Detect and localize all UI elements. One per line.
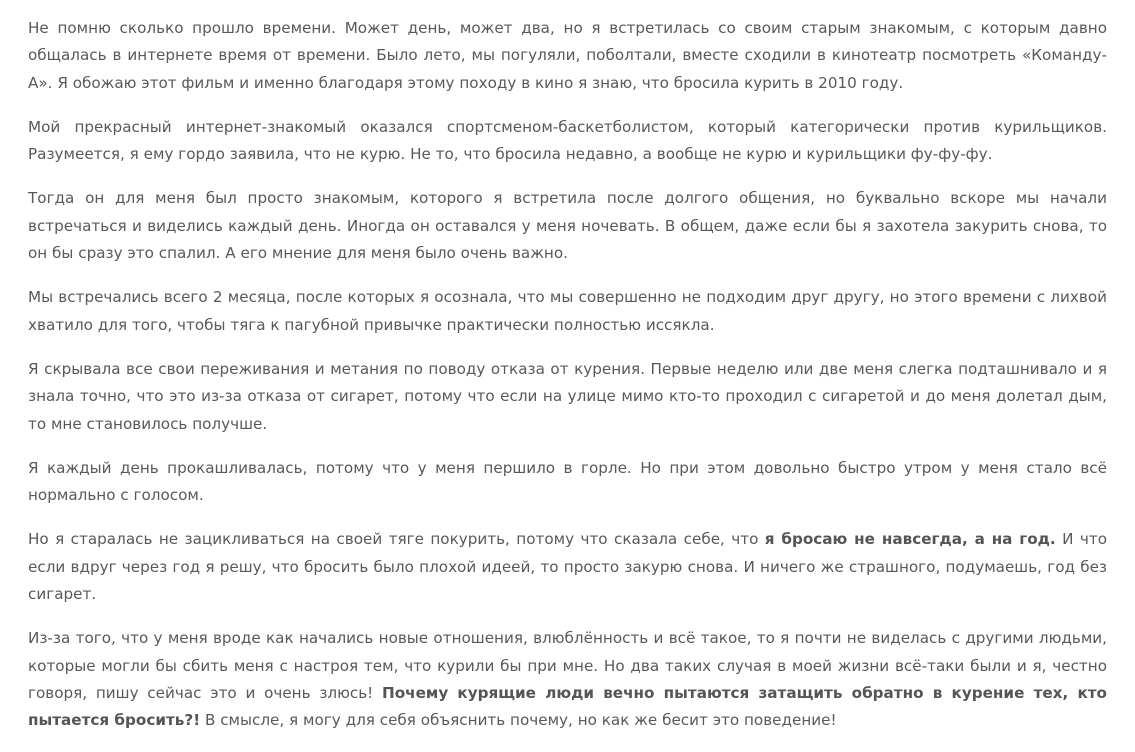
paragraph-text: Мой прекрасный интернет-знакомый оказался спортсменом-баскетболистом, который категорически против курильщиков. Разумеется, я ему гордо заявила, что не курю. Не то, что бросила недавно, а вообще не курю и курильщики фу-фу-фу. — [28, 117, 1107, 164]
paragraph-text: Из-за того, что у меня вроде как начались новые отношения, влюблённость и всё такое, то я почти не виделась с другими людьми, которые могли бы сбить меня с настроя тем, что курили бы при мне. Но два таких случая в моей жизни всё-таки были и я, честно говоря, пишу сейчас это и очень злюсь! — [28, 629, 1107, 702]
paragraph-5 — [28, 356, 1107, 438]
paragraph-text: Тогда он для меня был просто знакомым, которого я встретила после долгого общения, но буквально вскоре мы начали встречаться и виделись каждый день. Иногда он оставался у меня ночевать. В общем, даже если бы я захотела закурить снова, то он бы сразу это спалил. А его мнение для меня было очень важно. — [28, 189, 1107, 263]
paragraph-2 — [28, 114, 1107, 169]
paragraph-text: Я каждый день прокашливалась, потому что у меня першило в горле. Но при этом довольно быстро утром у меня стало всё нормально с голосом. — [28, 458, 1107, 505]
paragraph-text: Но я старалась не зацикливаться на своей тяге покурить, потому что сказала себе, что — [28, 530, 765, 549]
paragraph-3 — [28, 185, 1107, 267]
paragraph-4 — [28, 284, 1107, 339]
paragraph-text: И что если вдруг через год я решу, что бросить было плохой идеей, то просто закурю снова. И ничего же страшного, подумаешь, год без сигарет. — [28, 530, 1107, 604]
paragraph-8 — [28, 625, 1107, 734]
paragraph-7 — [28, 526, 1107, 608]
paragraph-text: В смысле, я могу для себя объяснить почему, но как же бесит это поведение! — [200, 711, 837, 730]
emphasis-text: я бросаю не навсегда, а на год. — [764, 530, 1056, 549]
paragraph-1 — [28, 15, 1107, 97]
paragraph-text: Не помню сколько прошло времени. Может день, может два, но я встретилась со своим старым знакомым, с которым давно общалась в интернете время от времени. Было лето, мы погуляли, поболтали, вместе сходили в кинотеатр посмотреть «Команду-А». Я обожаю этот фильм и именно благодаря этому походу в кино я знаю, что бросила курить в 2010 году. — [28, 19, 1107, 92]
paragraph-6 — [28, 455, 1107, 510]
paragraph-text: Мы встречались всего 2 месяца, после которых я осознала, что мы совершенно не подходим друг другу, но этого времени с лихвой хватило для того, чтобы тяга к пагубной привычке практически полностью иссякла. — [28, 288, 1107, 334]
emphasis-text: Почему курящие люди вечно пытаются затащить обратно в курение тех, кто пытается бросить?! — [28, 683, 1107, 730]
paragraph-text: Я скрывала все свои переживания и метания по поводу отказа от курения. Первые неделю или две меня слегка подташнивало и я знала точно, что это из-за отказа от сигарет, потому что если на улице мимо кто-то проходил с сигаретой и до меня долетал дым, то мне становилось получше. — [28, 359, 1107, 433]
article-body — [28, 15, 1107, 752]
